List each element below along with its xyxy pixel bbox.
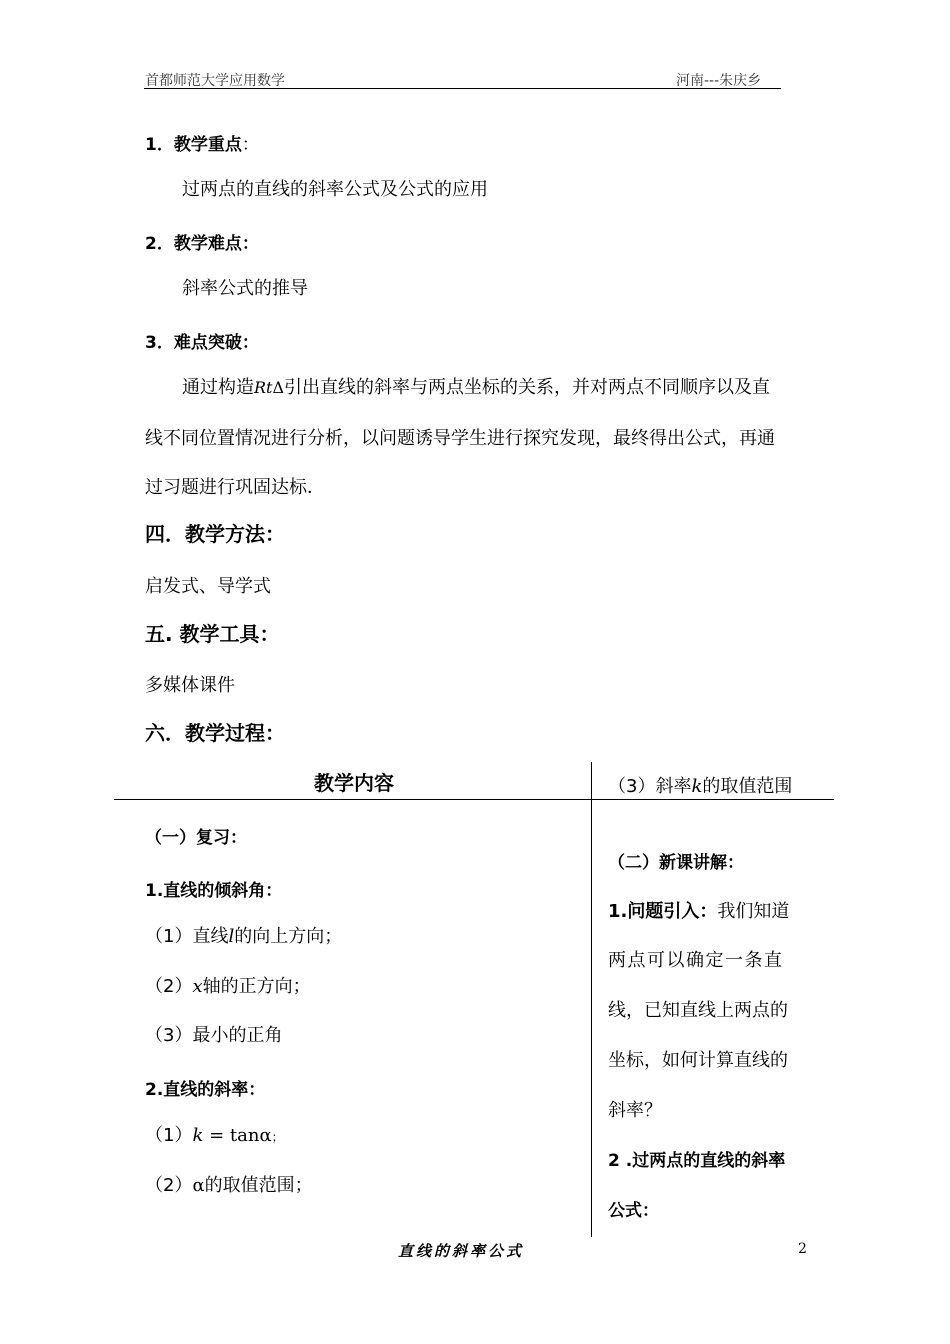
section-2-title: 2．教学难点： xyxy=(145,234,259,254)
footer-title: 直线的斜率公式 xyxy=(398,1242,525,1260)
table-header-rule xyxy=(114,799,834,800)
item-2-prefix: （2） xyxy=(145,976,193,997)
inclination-item-1 xyxy=(145,922,342,948)
item-1-prefix: （1）直线 xyxy=(145,926,229,947)
section-3-line-1 xyxy=(182,373,770,399)
inclination-item-2 xyxy=(145,972,311,998)
slope-title: 2.直线的斜率： xyxy=(145,1080,266,1100)
formula-2-suffix: 的取值范围； xyxy=(204,1175,313,1196)
section-1-text: 过两点的直线的斜率公式及公式的应用 xyxy=(182,179,488,200)
section-5-text: 多媒体课件 xyxy=(145,675,235,696)
section-3-title: 3．难点突破： xyxy=(145,333,259,353)
question-intro-line-2: 两点可以确定一条直 xyxy=(608,950,784,971)
section-4-title: 四．教学方法： xyxy=(145,522,285,546)
section-3-line-1-post: 引出直线的斜率与两点坐标的关系，并对两点不同顺序以及直 xyxy=(284,377,771,398)
page-number: 2 xyxy=(798,1241,807,1257)
question-intro-title: 1.问题引入： xyxy=(608,901,718,922)
table-column-divider xyxy=(591,762,592,1237)
section-1-heading xyxy=(145,130,259,155)
section-6-title: 六．教学过程： xyxy=(145,721,285,745)
formula-2-prefix: （2） xyxy=(145,1175,193,1196)
table-head-right-post: 的取值范围 xyxy=(702,776,793,797)
header-rule xyxy=(144,88,781,89)
inclination-item-3: （3）最小的正角 xyxy=(145,1025,283,1046)
review-title: （一）复习： xyxy=(145,828,247,848)
question-intro-line-3: 线，已知直线上两点的 xyxy=(608,1000,788,1021)
question-intro-line-4: 坐标，如何计算直线的 xyxy=(608,1050,788,1071)
table-head-right xyxy=(608,772,792,798)
triangle-symbol: Δ xyxy=(272,378,285,397)
section-1-colon: ： xyxy=(241,135,259,155)
section-1-title: 1．教学重点 xyxy=(145,135,242,155)
formula-1-prefix: （1） xyxy=(145,1125,193,1146)
table-head-right-pre: （3）斜率 xyxy=(608,776,692,797)
header-left: 首都师范大学应用数学 xyxy=(145,73,285,89)
section-3-line-2: 线不同位置情况进行分析，以问题诱导学生进行探究发现，最终得出公式，再通 xyxy=(145,428,775,449)
rt-symbol: Rt xyxy=(254,378,273,397)
slope-alpha-range xyxy=(145,1171,313,1197)
slope-formula xyxy=(145,1121,284,1147)
inclination-title: 1.直线的倾斜角： xyxy=(145,881,283,901)
var-l: l xyxy=(228,926,235,947)
var-alpha: α xyxy=(259,1125,272,1146)
item-2-suffix: 轴的正方向； xyxy=(202,976,311,997)
formula-tan: = tan xyxy=(203,1125,260,1146)
section-2-text: 斜率公式的推导 xyxy=(182,278,308,299)
section-4-text: 启发式、导学式 xyxy=(145,576,271,597)
item-1-suffix: 的向上方向； xyxy=(234,926,343,947)
section-5-title: 五. 教学工具： xyxy=(145,622,280,646)
header-right: 河南---朱庆乡 xyxy=(676,73,762,89)
formula-title-line-2: 公式： xyxy=(608,1201,659,1221)
question-intro-line-1 xyxy=(608,897,789,923)
formula-title-line-1: 2 .过两点的直线的斜率 xyxy=(608,1151,786,1171)
question-intro-text: 我们知道 xyxy=(717,901,790,922)
section-3-line-1-pre: 通过构造 xyxy=(182,377,254,398)
section-3-line-3: 过习题进行巩固达标． xyxy=(145,477,325,498)
var-k: k xyxy=(691,776,703,797)
var-k: k xyxy=(192,1125,204,1146)
formula-1-end: ； xyxy=(271,1130,284,1144)
question-intro-line-5: 斜率？ xyxy=(608,1100,662,1121)
new-lesson-title: （二）新课讲解： xyxy=(608,853,744,873)
var-alpha: α xyxy=(192,1175,205,1196)
var-x: x xyxy=(192,976,203,997)
table-head-left: 教学内容 xyxy=(314,771,394,795)
